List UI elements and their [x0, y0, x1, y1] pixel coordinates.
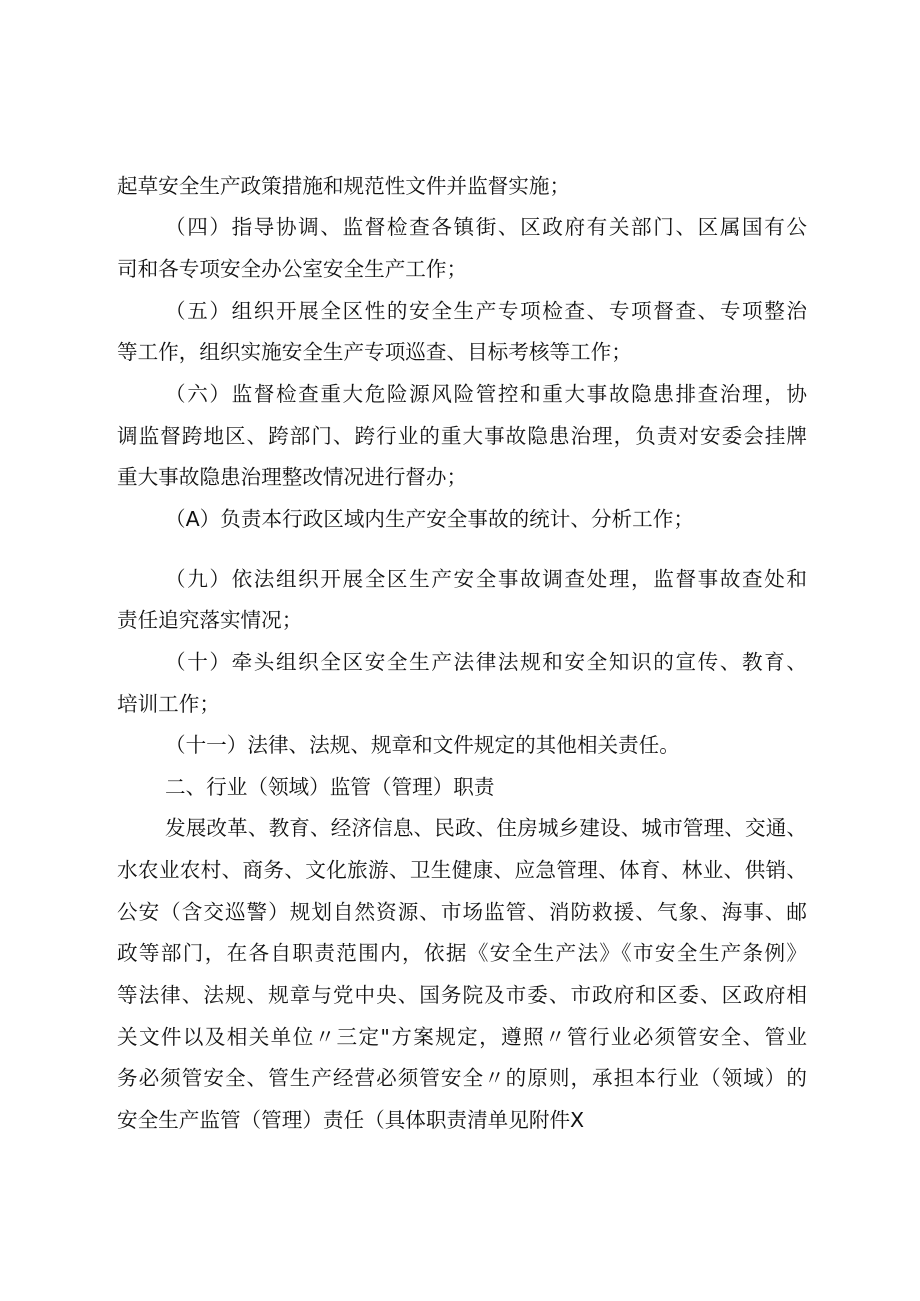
text-line: 水农业农村、商务、文化旅游、卫生健康、应急管理、体育、林业、供销、 — [117, 858, 807, 882]
text-line: 司和各专项安全办公室安全生产工作； — [117, 257, 468, 281]
text-line: 关文件以及相关单位〃三定"方案规定，遵照〃管行业必须管安全、管业 — [117, 1025, 807, 1049]
text-line: 培训工作； — [117, 692, 220, 716]
text-line: 等法律、法规、规章与党中央、国务院及市委、市政府和区委、区政府相 — [117, 983, 807, 1007]
text-line: 政等部门，在各自职责范围内，依据《安全生产法》《市安全生产条例》 — [117, 941, 807, 965]
text-line: （十）牵头组织全区安全生产法律法规和安全知识的宣传、教育、 — [165, 650, 807, 674]
text-line: 等工作，组织实施安全生产专项巡查、目标考核等工作； — [117, 340, 632, 364]
text-line: 起草安全生产政策措施和规范性文件并监督实施； — [117, 174, 571, 198]
text-line: （四）指导协调、监督检查各镇街、区政府有关部门、区属国有公 — [165, 215, 807, 239]
text-line: （A）负责本行政区域内生产安全事故的统计、分析工作； — [165, 507, 694, 531]
text-line: 发展改革、教育、经济信息、民政、住房城乡建设、城市管理、交通、 — [165, 816, 807, 840]
text-line: 务必须管安全、管生产经营必须管安全〃的原则，承担本行业（领域）的 — [117, 1066, 807, 1090]
text-line: 安全生产监管（管理）责任（具体职责清单见附件X — [117, 1108, 585, 1132]
section-heading: 二、行业（领域）监管（管理）职责 — [165, 775, 495, 799]
text-line: 调监督跨地区、跨部门、跨行业的重大事故隐患治理，负责对安委会挂牌 — [117, 424, 807, 448]
text-line: 责任追究落实情况； — [117, 608, 303, 632]
text-line: （五）组织开展全区性的安全生产专项检查、专项督查、专项整治 — [165, 299, 807, 323]
text-line: 重大事故隐患治理整改情况进行督办； — [117, 465, 468, 489]
text-line: （十一）法律、法规、规章和文件规定的其他相关责任。 — [165, 733, 680, 757]
text-line: 公安（含交巡警）规划自然资源、市场监管、消防救援、气象、海事、邮 — [117, 900, 807, 924]
text-line: （六）监督检查重大危险源风险管控和重大事故隐患排查治理，协 — [165, 382, 807, 406]
text-line: （九）依法组织开展全区生产安全事故调查处理，监督事故查处和 — [165, 567, 807, 591]
